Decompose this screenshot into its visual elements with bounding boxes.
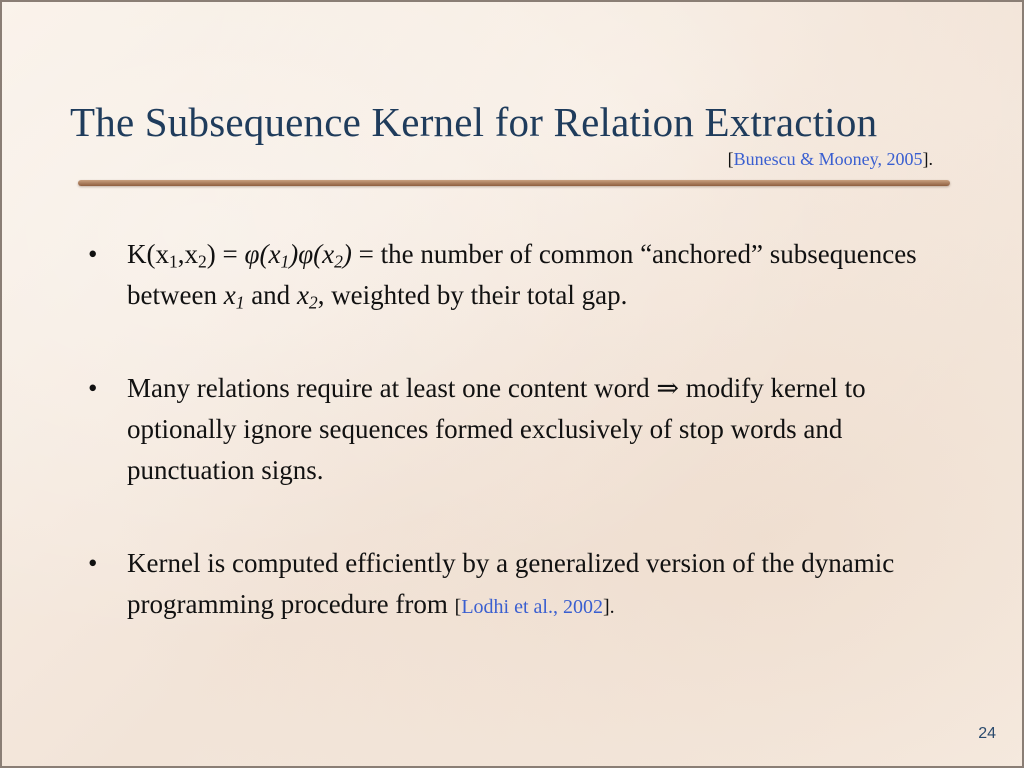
formula-k: K(x [127, 239, 169, 269]
formula-equals: = [222, 239, 245, 269]
bullet-text-part: and [244, 280, 297, 310]
bullet-text-part: modify kernel to optionally ignore sequences formed exclusively of stop words and punctuation signs. [127, 373, 866, 485]
bullet-marker: • [88, 548, 98, 578]
variable-sub: 2 [308, 292, 318, 313]
citation-link[interactable]: Lodhi et al., 2002 [461, 596, 603, 618]
formula-sub: 2 [198, 251, 207, 272]
formula-sub: 1 [280, 251, 290, 272]
variable-sub: 1 [235, 292, 245, 313]
implies-arrow-icon: ⇒ [656, 373, 679, 403]
page-number: 24 [978, 725, 996, 742]
bullet-item-content-word [82, 368, 962, 491]
variable: x [223, 280, 236, 310]
formula-close: ) [289, 239, 299, 269]
bullet-text [127, 234, 962, 316]
title-citation [728, 149, 933, 170]
bullet-text-part: Many relations require at least one content word [127, 373, 657, 403]
citation-link[interactable]: Bunescu & Mooney, 2005 [733, 149, 923, 169]
formula-phi: φ [298, 239, 314, 269]
formula-comma: ,x [177, 239, 199, 269]
bullet-text-part: the number of common “anchored” subsequences between [127, 239, 917, 310]
citation-open-bracket: [ [727, 149, 734, 169]
bullet-list [82, 234, 962, 680]
bullet-marker: • [88, 239, 98, 269]
formula-sub: 2 [334, 251, 343, 272]
bullet-text [127, 368, 962, 491]
formula-equals: = [351, 239, 381, 269]
bullet-item-efficiency [82, 543, 962, 628]
formula-arg: (x [259, 239, 281, 269]
citation-close-bracket: ]. [602, 596, 615, 618]
formula-close: ) [342, 239, 352, 269]
formula-close: ) [206, 239, 223, 269]
formula-sub: 1 [169, 251, 178, 272]
bullet-text-part: , weighted by their total gap. [317, 280, 628, 310]
variable: x [296, 280, 309, 310]
formula-arg: (x [313, 239, 335, 269]
bullet-item-kernel-definition [82, 234, 962, 316]
bullet-marker: • [88, 373, 98, 403]
title-divider [78, 180, 950, 186]
formula-phi: φ [244, 239, 260, 269]
slide-title: The Subsequence Kernel for Relation Extraction [70, 99, 878, 145]
citation-open-bracket: [ [454, 596, 462, 618]
bullet-text-part: Kernel is computed efficiently by a generalized version of the dynamic programming procedure from [127, 548, 895, 619]
citation-close-bracket: ]. [922, 149, 933, 169]
bullet-text [127, 543, 962, 628]
